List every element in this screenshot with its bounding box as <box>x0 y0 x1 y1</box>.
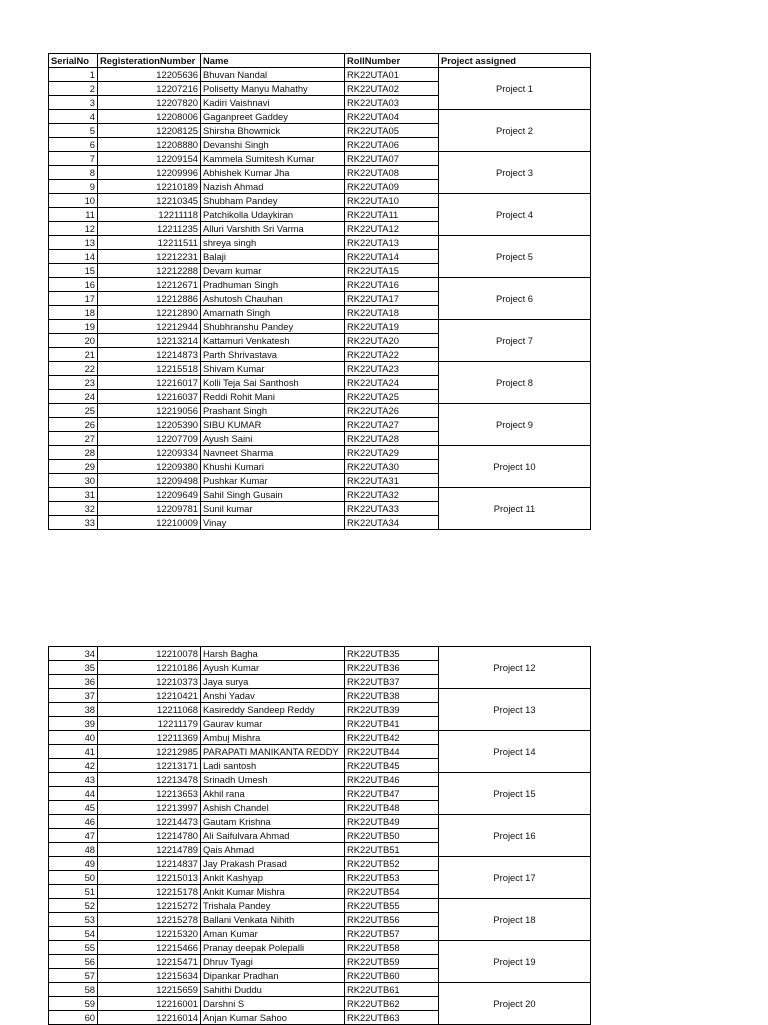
serial-no-cell: 24 <box>49 390 98 404</box>
serial-no-cell: 50 <box>49 871 98 885</box>
name-cell: Ayush Saini <box>201 432 345 446</box>
project-assigned-cell: Project 16 <box>439 815 591 857</box>
name-cell: SIBU KUMAR <box>201 418 345 432</box>
registration-number-cell: 12210421 <box>98 689 201 703</box>
roll-number-cell: RK22UTA33 <box>345 502 439 516</box>
header-roll-number: RollNumber <box>345 54 439 68</box>
registration-number-cell: 12214789 <box>98 843 201 857</box>
registration-number-cell: 12210078 <box>98 647 201 661</box>
serial-no-cell: 30 <box>49 474 98 488</box>
roll-number-cell: RK22UTB49 <box>345 815 439 829</box>
registration-number-cell: 12210009 <box>98 516 201 530</box>
serial-no-cell: 10 <box>49 194 98 208</box>
name-cell: PARAPATI MANIKANTA REDDY <box>201 745 345 759</box>
name-cell: Aman Kumar <box>201 927 345 941</box>
name-cell: Kammela Sumitesh Kumar <box>201 152 345 166</box>
registration-number-cell: 12216037 <box>98 390 201 404</box>
name-cell: Kattamuri Venkatesh <box>201 334 345 348</box>
registration-number-cell: 12211068 <box>98 703 201 717</box>
roll-number-cell: RK22UTB53 <box>345 871 439 885</box>
table-row <box>49 362 591 376</box>
roll-number-cell: RK22UTB47 <box>345 787 439 801</box>
roll-number-cell: RK22UTA20 <box>345 334 439 348</box>
serial-no-cell: 6 <box>49 138 98 152</box>
roll-number-cell: RK22UTA34 <box>345 516 439 530</box>
serial-no-cell: 20 <box>49 334 98 348</box>
serial-no-cell: 37 <box>49 689 98 703</box>
registration-number-cell: 12215013 <box>98 871 201 885</box>
name-cell: Ankit Kashyap <box>201 871 345 885</box>
serial-no-cell: 54 <box>49 927 98 941</box>
roll-number-cell: RK22UTB59 <box>345 955 439 969</box>
name-cell: Balaji <box>201 250 345 264</box>
name-cell: Ashutosh Chauhan <box>201 292 345 306</box>
roll-number-cell: RK22UTB48 <box>345 801 439 815</box>
table-1-body <box>49 68 591 530</box>
name-cell: Devam kumar <box>201 264 345 278</box>
serial-no-cell: 32 <box>49 502 98 516</box>
roll-number-cell: RK22UTA05 <box>345 124 439 138</box>
serial-no-cell: 57 <box>49 969 98 983</box>
registration-number-cell: 12207709 <box>98 432 201 446</box>
name-cell: Parth Shrivastava <box>201 348 345 362</box>
name-cell: Shubhranshu Pandey <box>201 320 345 334</box>
roll-number-cell: RK22UTA12 <box>345 222 439 236</box>
serial-no-cell: 33 <box>49 516 98 530</box>
registration-number-cell: 12215178 <box>98 885 201 899</box>
name-cell: Kadiri Vaishnavi <box>201 96 345 110</box>
serial-no-cell: 27 <box>49 432 98 446</box>
name-cell: Vinay <box>201 516 345 530</box>
serial-no-cell: 23 <box>49 376 98 390</box>
roll-number-cell: RK22UTA19 <box>345 320 439 334</box>
name-cell: Ali Saifulvara Ahmad <box>201 829 345 843</box>
project-assigned-cell: Project 15 <box>439 773 591 815</box>
name-cell: Amarnath Singh <box>201 306 345 320</box>
name-cell: Anjan Kumar Sahoo <box>201 1011 345 1025</box>
header-name: Name <box>201 54 345 68</box>
roll-number-cell: RK22UTB60 <box>345 969 439 983</box>
name-cell: Qais Ahmad <box>201 843 345 857</box>
registration-number-cell: 12212890 <box>98 306 201 320</box>
table-row <box>49 446 591 460</box>
registration-number-cell: 12215466 <box>98 941 201 955</box>
project-assigned-cell: Project 20 <box>439 983 591 1025</box>
serial-no-cell: 38 <box>49 703 98 717</box>
project-assigned-cell: Project 5 <box>439 236 591 278</box>
roll-number-cell: RK22UTA01 <box>345 68 439 82</box>
serial-no-cell: 8 <box>49 166 98 180</box>
registration-number-cell: 12211118 <box>98 208 201 222</box>
serial-no-cell: 48 <box>49 843 98 857</box>
registration-number-cell: 12210189 <box>98 180 201 194</box>
serial-no-cell: 26 <box>49 418 98 432</box>
roll-number-cell: RK22UTB54 <box>345 885 439 899</box>
registration-number-cell: 12214473 <box>98 815 201 829</box>
name-cell: Ladi santosh <box>201 759 345 773</box>
serial-no-cell: 51 <box>49 885 98 899</box>
registration-number-cell: 12212886 <box>98 292 201 306</box>
roll-number-cell: RK22UTA26 <box>345 404 439 418</box>
registration-number-cell: 12215659 <box>98 983 201 997</box>
project-assigned-cell: Project 1 <box>439 68 591 110</box>
name-cell: Akhil rana <box>201 787 345 801</box>
table-row <box>49 941 591 955</box>
roll-number-cell: RK22UTA22 <box>345 348 439 362</box>
registration-number-cell: 12216014 <box>98 1011 201 1025</box>
registration-number-cell: 12216001 <box>98 997 201 1011</box>
serial-no-cell: 44 <box>49 787 98 801</box>
registration-number-cell: 12205390 <box>98 418 201 432</box>
registration-number-cell: 12211511 <box>98 236 201 250</box>
name-cell: Ballani Venkata Nihith <box>201 913 345 927</box>
serial-no-cell: 39 <box>49 717 98 731</box>
name-cell: Gautam Krishna <box>201 815 345 829</box>
name-cell: Kolli Teja Sai Santhosh <box>201 376 345 390</box>
registration-number-cell: 12209498 <box>98 474 201 488</box>
table-row <box>49 857 591 871</box>
registration-number-cell: 12215320 <box>98 927 201 941</box>
serial-no-cell: 46 <box>49 815 98 829</box>
roll-number-cell: RK22UTA17 <box>345 292 439 306</box>
registration-number-cell: 12213214 <box>98 334 201 348</box>
registration-number-cell: 12212944 <box>98 320 201 334</box>
name-cell: Devanshi Singh <box>201 138 345 152</box>
name-cell: Anshi Yadav <box>201 689 345 703</box>
project-assigned-cell: Project 17 <box>439 857 591 899</box>
registration-number-cell: 12210186 <box>98 661 201 675</box>
serial-no-cell: 1 <box>49 68 98 82</box>
serial-no-cell: 16 <box>49 278 98 292</box>
serial-no-cell: 35 <box>49 661 98 675</box>
project-assigned-cell: Project 2 <box>439 110 591 152</box>
serial-no-cell: 34 <box>49 647 98 661</box>
roll-number-cell: RK22UTA28 <box>345 432 439 446</box>
table-row <box>49 110 591 124</box>
name-cell: Sahithi Duddu <box>201 983 345 997</box>
serial-no-cell: 3 <box>49 96 98 110</box>
serial-no-cell: 58 <box>49 983 98 997</box>
name-cell: Ashish Chandel <box>201 801 345 815</box>
name-cell: Abhishek Kumar Jha <box>201 166 345 180</box>
project-assigned-cell: Project 7 <box>439 320 591 362</box>
registration-number-cell: 12210373 <box>98 675 201 689</box>
name-cell: Shubham Pandey <box>201 194 345 208</box>
name-cell: Polisetty Manyu Mahathy <box>201 82 345 96</box>
roll-number-cell: RK22UTB35 <box>345 647 439 661</box>
name-cell: Shivam Kumar <box>201 362 345 376</box>
roll-number-cell: RK22UTA06 <box>345 138 439 152</box>
name-cell: Alluri Varshith Sri Varma <box>201 222 345 236</box>
name-cell: Jay Prakash Prasad <box>201 857 345 871</box>
registration-number-cell: 12209154 <box>98 152 201 166</box>
registration-number-cell: 12209996 <box>98 166 201 180</box>
name-cell: Ankit Kumar Mishra <box>201 885 345 899</box>
project-assigned-cell: Project 18 <box>439 899 591 941</box>
registration-number-cell: 12216017 <box>98 376 201 390</box>
registration-number-cell: 12209781 <box>98 502 201 516</box>
registration-number-cell: 12205636 <box>98 68 201 82</box>
table-2-body <box>49 647 591 1025</box>
name-cell: Pranay deepak Polepalli <box>201 941 345 955</box>
roll-number-cell: RK22UTB41 <box>345 717 439 731</box>
name-cell: Harsh Bagha <box>201 647 345 661</box>
registration-number-cell: 12219056 <box>98 404 201 418</box>
registration-number-cell: 12214780 <box>98 829 201 843</box>
roll-number-cell: RK22UTA04 <box>345 110 439 124</box>
serial-no-cell: 7 <box>49 152 98 166</box>
serial-no-cell: 40 <box>49 731 98 745</box>
roll-number-cell: RK22UTA27 <box>345 418 439 432</box>
name-cell: Navneet Sharma <box>201 446 345 460</box>
name-cell: Shirsha Bhowmick <box>201 124 345 138</box>
name-cell: Trishala Pandey <box>201 899 345 913</box>
serial-no-cell: 15 <box>49 264 98 278</box>
table-row <box>49 647 591 661</box>
roll-number-cell: RK22UTB58 <box>345 941 439 955</box>
roll-number-cell: RK22UTA14 <box>345 250 439 264</box>
project-assigned-cell: Project 19 <box>439 941 591 983</box>
roll-number-cell: RK22UTA16 <box>345 278 439 292</box>
registration-number-cell: 12207820 <box>98 96 201 110</box>
project-assigned-cell: Project 13 <box>439 689 591 731</box>
registration-number-cell: 12212231 <box>98 250 201 264</box>
roll-number-cell: RK22UTA30 <box>345 460 439 474</box>
project-assigned-cell: Project 11 <box>439 488 591 530</box>
roll-number-cell: RK22UTB55 <box>345 899 439 913</box>
roll-number-cell: RK22UTB38 <box>345 689 439 703</box>
roll-number-cell: RK22UTB61 <box>345 983 439 997</box>
roll-number-cell: RK22UTB52 <box>345 857 439 871</box>
roll-number-cell: RK22UTB57 <box>345 927 439 941</box>
project-assigned-cell: Project 10 <box>439 446 591 488</box>
roll-number-cell: RK22UTA10 <box>345 194 439 208</box>
registration-number-cell: 12212671 <box>98 278 201 292</box>
name-cell: shreya singh <box>201 236 345 250</box>
serial-no-cell: 43 <box>49 773 98 787</box>
registration-number-cell: 12208125 <box>98 124 201 138</box>
registration-number-cell: 12213478 <box>98 773 201 787</box>
name-cell: Gaganpreet Gaddey <box>201 110 345 124</box>
serial-no-cell: 52 <box>49 899 98 913</box>
roll-number-cell: RK22UTA25 <box>345 390 439 404</box>
table-row <box>49 773 591 787</box>
serial-no-cell: 49 <box>49 857 98 871</box>
name-cell: Dhruv Tyagi <box>201 955 345 969</box>
name-cell: Jaya surya <box>201 675 345 689</box>
name-cell: Pushkar Kumar <box>201 474 345 488</box>
serial-no-cell: 28 <box>49 446 98 460</box>
project-allocation-table-1 <box>48 53 591 530</box>
serial-no-cell: 11 <box>49 208 98 222</box>
registration-number-cell: 12208880 <box>98 138 201 152</box>
roll-number-cell: RK22UTA29 <box>345 446 439 460</box>
registration-number-cell: 12213997 <box>98 801 201 815</box>
serial-no-cell: 14 <box>49 250 98 264</box>
header-project-assigned: Project assigned <box>439 54 591 68</box>
serial-no-cell: 56 <box>49 955 98 969</box>
roll-number-cell: RK22UTB50 <box>345 829 439 843</box>
name-cell: Reddi Rohit Mani <box>201 390 345 404</box>
serial-no-cell: 18 <box>49 306 98 320</box>
name-cell: Patchikolla Udaykiran <box>201 208 345 222</box>
registration-number-cell: 12210345 <box>98 194 201 208</box>
serial-no-cell: 55 <box>49 941 98 955</box>
registration-number-cell: 12209380 <box>98 460 201 474</box>
roll-number-cell: RK22UTA08 <box>345 166 439 180</box>
roll-number-cell: RK22UTA09 <box>345 180 439 194</box>
registration-number-cell: 12214837 <box>98 857 201 871</box>
name-cell: Ambuj Mishra <box>201 731 345 745</box>
serial-no-cell: 59 <box>49 997 98 1011</box>
serial-no-cell: 13 <box>49 236 98 250</box>
name-cell: Darshni S <box>201 997 345 1011</box>
registration-number-cell: 12211369 <box>98 731 201 745</box>
roll-number-cell: RK22UTB51 <box>345 843 439 857</box>
name-cell: Gaurav kumar <box>201 717 345 731</box>
project-assigned-cell: Project 12 <box>439 647 591 689</box>
registration-number-cell: 12215518 <box>98 362 201 376</box>
roll-number-cell: RK22UTA24 <box>345 376 439 390</box>
roll-number-cell: RK22UTA07 <box>345 152 439 166</box>
roll-number-cell: RK22UTB42 <box>345 731 439 745</box>
serial-no-cell: 2 <box>49 82 98 96</box>
table-row <box>49 194 591 208</box>
project-assigned-cell: Project 8 <box>439 362 591 404</box>
serial-no-cell: 9 <box>49 180 98 194</box>
table-row <box>49 983 591 997</box>
name-cell: Dipankar Pradhan <box>201 969 345 983</box>
table-row <box>49 278 591 292</box>
registration-number-cell: 12215278 <box>98 913 201 927</box>
registration-number-cell: 12209649 <box>98 488 201 502</box>
roll-number-cell: RK22UTB56 <box>345 913 439 927</box>
table-row <box>49 731 591 745</box>
name-cell: Bhuvan Nandal <box>201 68 345 82</box>
serial-no-cell: 17 <box>49 292 98 306</box>
registration-number-cell: 12215634 <box>98 969 201 983</box>
roll-number-cell: RK22UTA23 <box>345 362 439 376</box>
project-assigned-cell: Project 6 <box>439 278 591 320</box>
serial-no-cell: 60 <box>49 1011 98 1025</box>
serial-no-cell: 21 <box>49 348 98 362</box>
roll-number-cell: RK22UTA03 <box>345 96 439 110</box>
roll-number-cell: RK22UTB46 <box>345 773 439 787</box>
registration-number-cell: 12211179 <box>98 717 201 731</box>
registration-number-cell: 12212288 <box>98 264 201 278</box>
serial-no-cell: 45 <box>49 801 98 815</box>
table-row <box>49 689 591 703</box>
registration-number-cell: 12209334 <box>98 446 201 460</box>
roll-number-cell: RK22UTA31 <box>345 474 439 488</box>
roll-number-cell: RK22UTB45 <box>345 759 439 773</box>
table-row <box>49 488 591 502</box>
name-cell: Sahil Singh Gusain <box>201 488 345 502</box>
name-cell: Pradhuman Singh <box>201 278 345 292</box>
name-cell: Ayush Kumar <box>201 661 345 675</box>
serial-no-cell: 4 <box>49 110 98 124</box>
serial-no-cell: 41 <box>49 745 98 759</box>
header-row <box>49 54 591 68</box>
registration-number-cell: 12212985 <box>98 745 201 759</box>
name-cell: Kasireddy Sandeep Reddy <box>201 703 345 717</box>
roll-number-cell: RK22UTB37 <box>345 675 439 689</box>
serial-no-cell: 12 <box>49 222 98 236</box>
project-assigned-cell: Project 4 <box>439 194 591 236</box>
project-allocation-table-2 <box>48 646 591 1025</box>
name-cell: Sunil kumar <box>201 502 345 516</box>
roll-number-cell: RK22UTA15 <box>345 264 439 278</box>
table-row <box>49 152 591 166</box>
table-row <box>49 899 591 913</box>
serial-no-cell: 31 <box>49 488 98 502</box>
registration-number-cell: 12214873 <box>98 348 201 362</box>
name-cell: Nazish Ahmad <box>201 180 345 194</box>
project-assigned-cell: Project 9 <box>439 404 591 446</box>
roll-number-cell: RK22UTB62 <box>345 997 439 1011</box>
registration-number-cell: 12213653 <box>98 787 201 801</box>
registration-number-cell: 12213171 <box>98 759 201 773</box>
registration-number-cell: 12211235 <box>98 222 201 236</box>
name-cell: Khushi Kumari <box>201 460 345 474</box>
table-row <box>49 320 591 334</box>
roll-number-cell: RK22UTB36 <box>345 661 439 675</box>
roll-number-cell: RK22UTA32 <box>345 488 439 502</box>
roll-number-cell: RK22UTB39 <box>345 703 439 717</box>
serial-no-cell: 22 <box>49 362 98 376</box>
serial-no-cell: 42 <box>49 759 98 773</box>
serial-no-cell: 53 <box>49 913 98 927</box>
table-row <box>49 236 591 250</box>
roll-number-cell: RK22UTA13 <box>345 236 439 250</box>
roll-number-cell: RK22UTA02 <box>345 82 439 96</box>
registration-number-cell: 12215471 <box>98 955 201 969</box>
project-assigned-cell: Project 14 <box>439 731 591 773</box>
serial-no-cell: 47 <box>49 829 98 843</box>
roll-number-cell: RK22UTA18 <box>345 306 439 320</box>
serial-no-cell: 19 <box>49 320 98 334</box>
roll-number-cell: RK22UTB44 <box>345 745 439 759</box>
table-row <box>49 404 591 418</box>
table-row <box>49 68 591 82</box>
name-cell: Prashant Singh <box>201 404 345 418</box>
project-assigned-cell: Project 3 <box>439 152 591 194</box>
serial-no-cell: 29 <box>49 460 98 474</box>
registration-number-cell: 12215272 <box>98 899 201 913</box>
header-registration-number: RegisterationNumber <box>98 54 201 68</box>
serial-no-cell: 25 <box>49 404 98 418</box>
roll-number-cell: RK22UTA11 <box>345 208 439 222</box>
header-serial-no: SerialNo <box>49 54 98 68</box>
serial-no-cell: 5 <box>49 124 98 138</box>
table-row <box>49 815 591 829</box>
registration-number-cell: 12208006 <box>98 110 201 124</box>
name-cell: Srinadh Umesh <box>201 773 345 787</box>
roll-number-cell: RK22UTB63 <box>345 1011 439 1025</box>
serial-no-cell: 36 <box>49 675 98 689</box>
registration-number-cell: 12207216 <box>98 82 201 96</box>
